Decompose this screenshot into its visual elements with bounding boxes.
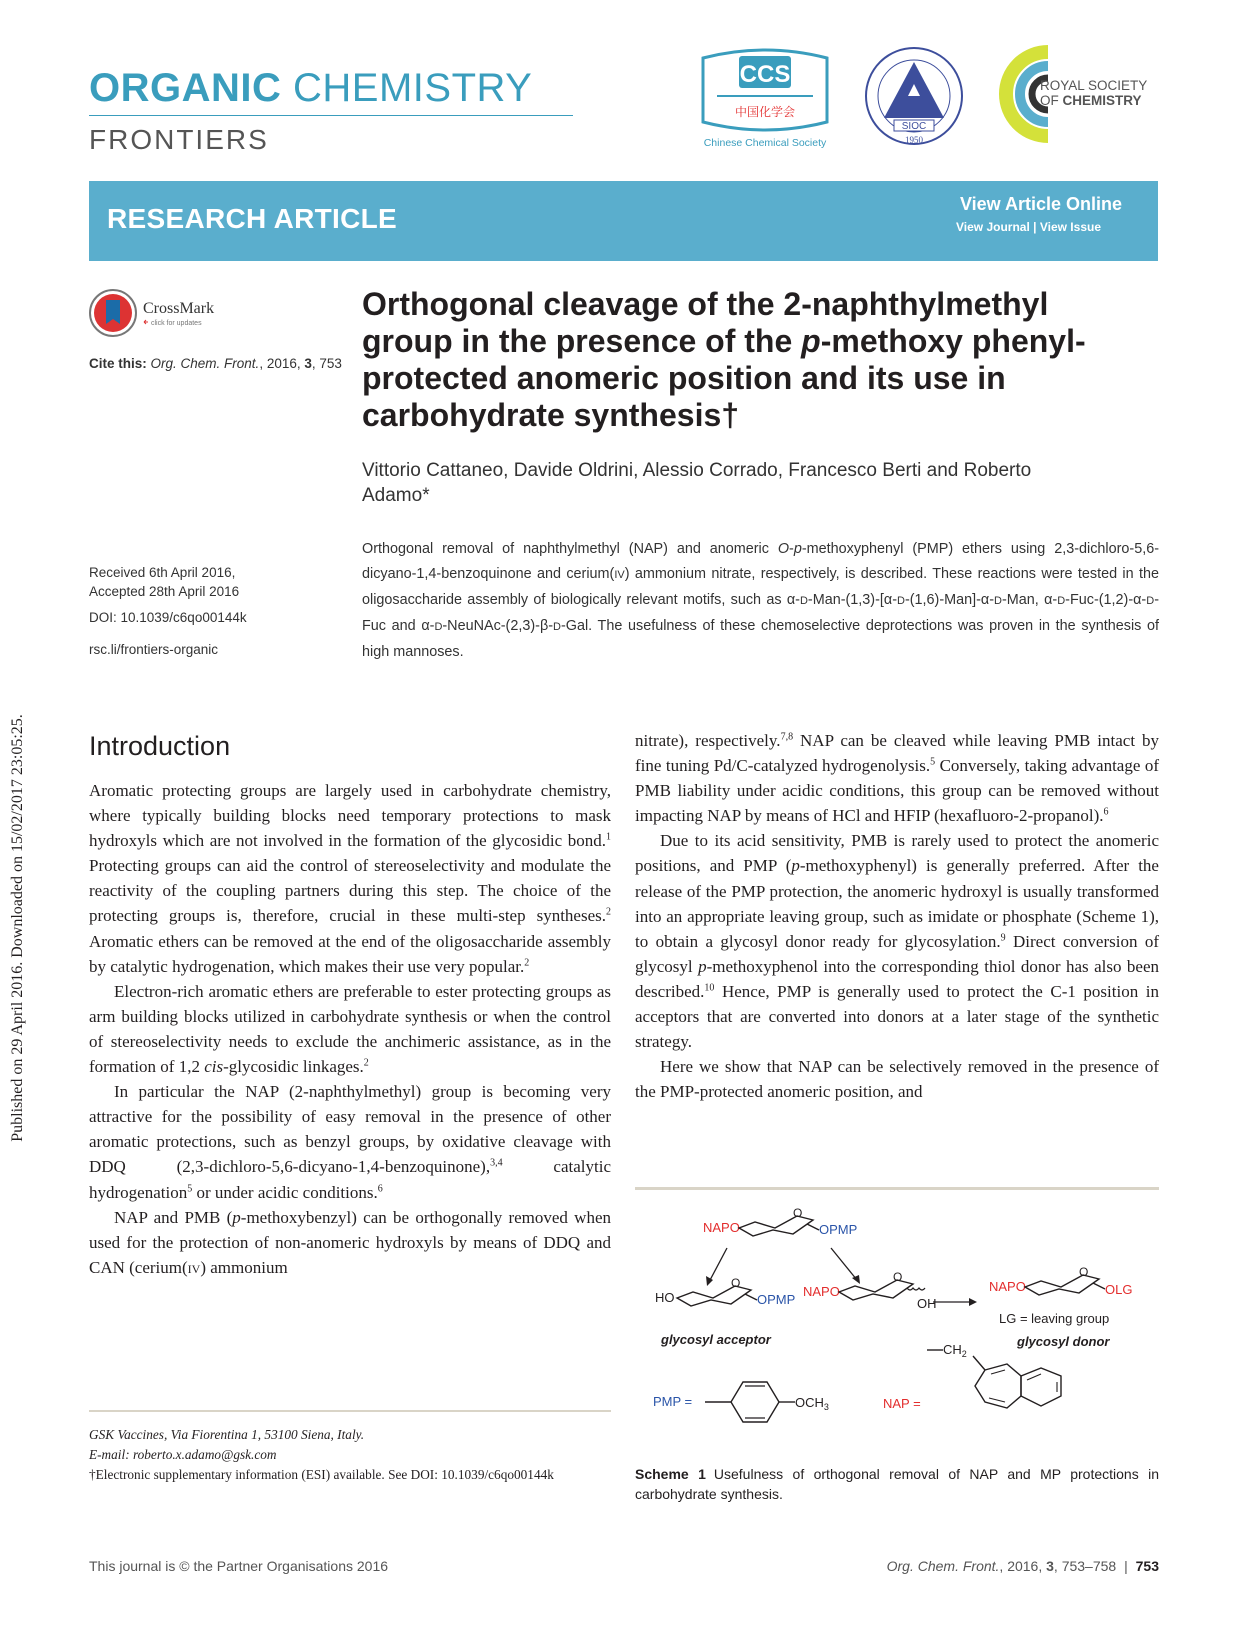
- svg-text:OH: OH: [917, 1296, 937, 1311]
- svg-text:O: O: [1079, 1265, 1089, 1279]
- paragraph: Electron-rich aromatic ethers are preferable to ester protecting groups as arm building blocks utilized in carbohydrate synthesis or when the control of stereoselectivity needs to exclude the anchimeric assistance, as in the formation of 1,2 cis-glycosidic linkages.$^2$: [89, 981, 611, 1077]
- footnote-divider: [89, 1410, 611, 1412]
- svg-text:PMP =: PMP =: [653, 1394, 693, 1409]
- paragraph: Due to its acid sensitivity, PMB is rarely used to protect the anomeric positions, and PMP (p-methoxyphenyl) is generally preferred. After the release of the PMP protection, the anomeric hydroxyl is usually transformed into an appropriate leaving group, such as imidate or phosphate (Scheme 1), to obtain a glycosyl donor ready for glycosylation.$^9$ Direct conversion of glycosyl p-methoxyphenol into the corresponding thiol donor has also been described.$^{10}$ Hence, PMP is generally used to protect the C-1 position in acceptors that are converted into donors at a later stage of the synthetic strategy.: [635, 831, 1160, 1052]
- ref-link[interactable]: 2: [606, 906, 611, 918]
- svg-text:glycosyl acceptor: glycosyl acceptor: [661, 1332, 771, 1347]
- ref-link[interactable]: 3,4: [490, 1157, 503, 1169]
- body-column-left: [89, 778, 611, 1282]
- svg-text:O: O: [731, 1276, 741, 1290]
- svg-text:NAP =: NAP =: [883, 1396, 921, 1411]
- ref-link[interactable]: 2: [524, 957, 530, 968]
- svg-text:glycosyl donor: glycosyl donor: [1017, 1334, 1110, 1349]
- svg-text:NAPO: NAPO: [703, 1220, 740, 1235]
- paragraph: Aromatic protecting groups are largely used in carbohydrate chemistry, where typically building blocks need temporary protections to mask hydroxyls which are not involved in the formation of the glycosidic bond.$^1$ Protecting groups can aid the control of stereoselectivity and modulate the reactivity of the coupling partners during this step. The choice of the protecting groups is, therefore, crucial in these multi-step syntheses.$^2$ Aromatic ethers can be removed at the end of the oligosaccharide assembly by catalytic hydrogenation, which makes their use very popular.$^2$: [89, 781, 611, 976]
- esi-note: †Electronic supplementary information (ESI) available. See DOI: 10.1039/c6qo00144k: [89, 1467, 554, 1482]
- article-type: RESEARCH ARTICLE: [107, 203, 397, 234]
- footnotes: [89, 1425, 611, 1485]
- rsc-logo: [998, 44, 1158, 144]
- ref-link[interactable]: 2: [363, 1057, 369, 1069]
- view-links: View Journal | View Issue: [955, 220, 1101, 234]
- ref-link[interactable]: 6: [1103, 806, 1109, 818]
- article-title: Orthogonal cleavage of the 2-naphthylmethyl group in the presence of the p-methoxy phenyl-protected anomeric position and its use in carbohydrate synthesis†: [362, 286, 1086, 433]
- svg-text:HO: HO: [655, 1290, 675, 1305]
- paragraph: Here we show that NAP can be selectively removed in the presence of the PMP-protected anomeric position, and: [635, 1057, 1159, 1102]
- pmp-glycoside-structure: [703, 1206, 857, 1237]
- paragraph: In particular the NAP (2-naphthylmethyl) group is becoming very attractive for the possibility of easy removal in the presence of other aromatic protections, such as benzyl groups, by oxidative cleavage with DDQ (2,3-dichloro-5,6-dicyano-1,4-benzoquinone),$^{3,4}$ catalytic hydrogenation$^5$ or under acidic conditions.$^6$: [89, 1082, 611, 1202]
- journal-subtitle: FRONTIERS: [89, 124, 269, 155]
- ref-link[interactable]: 6: [377, 1182, 383, 1194]
- svg-text:CH2: $CH_2$: [943, 1342, 967, 1359]
- pmp-definition: [653, 1382, 829, 1422]
- paragraph: nitrate), respectively.$^{7,8}$ NAP can be cleaved while leaving PMB intact by fine tuning Pd/C-catalyzed hydrogenolysis.$^5$ Conversely, taking advantage of PMB liability under acidic conditions, this group can be removed without impacting NAP by means of HCl and HFIP (hexafluoro-2-propanol).$^6$: [635, 731, 1159, 826]
- view-issue-link[interactable]: View Issue: [1039, 220, 1101, 234]
- ref-link[interactable]: 9: [1000, 932, 1006, 944]
- svg-text:LG = leaving group: LG = leaving group: [999, 1311, 1110, 1326]
- crossmark-label: CrossMark: [143, 300, 215, 317]
- view-journal-link[interactable]: View Journal: [955, 220, 1030, 234]
- article-type-banner: [89, 181, 1158, 261]
- ref-link[interactable]: 10: [704, 982, 715, 994]
- svg-text:OF CHEMISTRY: OF CHEMISTRY: [1040, 93, 1142, 108]
- ccs-cn: 中国化学会: [734, 105, 796, 119]
- footer-citation: Org. Chem. Front., 2016, 3, 753–758 | 753: [886, 1558, 1159, 1574]
- body-column-right: [635, 728, 1159, 1104]
- glycosyl-acceptor-structure: [655, 1276, 795, 1347]
- affiliation: GSK Vaccines, Via Fiorentina 1, 53100 Siena, Italy.: [89, 1427, 365, 1442]
- nap-definition: [883, 1342, 1061, 1411]
- rsc-line1: ROYAL SOCIETY: [1040, 78, 1148, 93]
- ref-link[interactable]: 5: [930, 756, 936, 768]
- section-heading-introduction: Introduction: [89, 731, 231, 761]
- page-number: 753: [1135, 1558, 1159, 1574]
- crossmark-sub: click for updates: [151, 320, 202, 327]
- view-article-online-link[interactable]: View Article Online: [959, 194, 1122, 214]
- ref-link[interactable]: 1: [606, 831, 611, 843]
- dates: Received 6th April 2016, Accepted 28th April 2016: [89, 565, 240, 599]
- svg-text:OCH3: $OCH_3$: [795, 1395, 829, 1412]
- hemiacetal-structure: [803, 1270, 937, 1311]
- scheme-1-figure: [635, 1190, 1159, 1460]
- sioc-label: SIOC: [901, 121, 927, 132]
- svg-text:O: O: [893, 1270, 903, 1284]
- svg-text:OPMP: OPMP: [757, 1292, 796, 1307]
- citation: Cite this: Org. Chem. Front., 2016, 3, 753: [89, 356, 342, 371]
- ref-link[interactable]: 5: [187, 1182, 193, 1194]
- ccs-en: Chinese Chemical Society: [703, 137, 827, 149]
- footer-copyright: This journal is © the Partner Organisations 2016: [89, 1558, 389, 1574]
- svg-text:OLG: OLG: [1105, 1282, 1133, 1297]
- paragraph: NAP and PMB (p-methoxybenzyl) can be orthogonally removed when used for the protection of non-anomeric hydroxyls by means of DDQ and CAN (cerium(IV) ammonium: [89, 1207, 612, 1277]
- glycosyl-donor-structure: [989, 1265, 1132, 1349]
- svg-text:NAPO: NAPO: [803, 1284, 840, 1299]
- ref-link[interactable]: 7,8: [780, 731, 794, 743]
- journal-title: ORGANIC CHEMISTRY: [89, 66, 533, 110]
- esi-dagger-link[interactable]: †: [721, 397, 740, 433]
- svg-text:NAPO: NAPO: [989, 1279, 1026, 1294]
- authors: Vittorio Cattaneo, Davide Oldrini, Alessio Corrado, Francesco Berti and Roberto Adamo*: [362, 460, 1032, 506]
- sioc-logo: [862, 44, 966, 152]
- journal-title-rule: [89, 115, 573, 116]
- abstract: Orthogonal removal of naphthylmethyl (NAP) and anomeric O-p-methoxyphenyl (PMP) ethers using 2,3-dichloro-5,6-dicyano-1,4-benzoquinone and cerium(IV) ammonium nitrate, respectively, is described. These reactions were tested in the oligosaccharide assembly of biologically relevant motifs, such as α-D-Man-(1,3)-[α-D-(1,6)-Man]-α-D-Man, α-D-Fuc-(1,2)-α-D-Fuc and α-D-NeuNAc-(2,3)-β-D-Gal. The usefulness of these chemoselective deprotections was proven in the synthesis of high mannoses.: [362, 541, 1159, 660]
- sioc-year: 1950: [905, 135, 923, 145]
- ccs-mark: CCS: [739, 61, 791, 88]
- doi: DOI: 10.1039/c6qo00144k: [89, 610, 247, 625]
- crossmark-button[interactable]: [89, 288, 229, 338]
- journal-link[interactable]: rsc.li/frontiers-organic: [89, 642, 219, 657]
- email[interactable]: E-mail: roberto.x.adamo@gsk.com: [89, 1447, 277, 1462]
- ccs-logo: [697, 44, 833, 152]
- svg-text:OPMP: OPMP: [819, 1222, 858, 1237]
- scheme-caption: Scheme 1 Usefulness of orthogonal removal of NAP and MP protections in carbohydrate synthesis.: [635, 1466, 1160, 1502]
- svg-text:O: O: [793, 1206, 803, 1220]
